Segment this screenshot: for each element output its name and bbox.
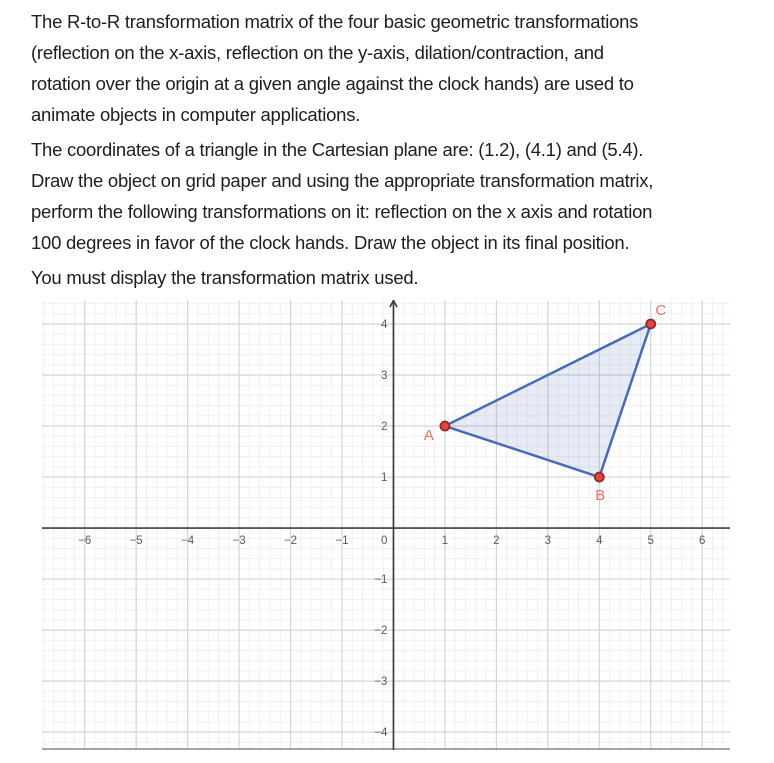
y-tick-label: −3 xyxy=(374,676,388,689)
x-tick-label: 3 xyxy=(544,535,552,548)
problem-paragraph-1 xyxy=(31,6,653,130)
vertex-label-B: B xyxy=(595,487,606,505)
problem-paragraph-2 xyxy=(31,134,653,258)
problem-line: rotation over the origin at a given angle against the clock hands) are used to xyxy=(31,73,634,94)
vertex-label-C: C xyxy=(655,301,667,319)
vertex-point-B xyxy=(595,473,604,482)
y-tick-label: 4 xyxy=(381,318,388,331)
y-tick-label: 1 xyxy=(381,472,388,485)
vertex-point-A xyxy=(440,422,449,431)
x-tick-label: −1 xyxy=(335,535,349,548)
problem-paragraph-3 xyxy=(31,262,653,293)
problem-line: perform the following transformations on it: reflection on the x axis and rotation xyxy=(31,201,653,222)
problem-line: 100 degrees in favor of the clock hands. Draw the object in its final position. xyxy=(31,232,630,253)
x-tick-label: 2 xyxy=(493,535,500,548)
y-tick-label: 3 xyxy=(381,370,388,382)
problem-line: You must display the transformation matrix used. xyxy=(31,267,419,288)
x-tick-label: 5 xyxy=(647,535,654,548)
x-tick-label: 1 xyxy=(441,535,449,548)
x-tick-label: 4 xyxy=(596,535,603,548)
coordinate-plane-figure xyxy=(42,300,730,750)
vertex-point-C xyxy=(646,319,655,328)
x-tick-label: −4 xyxy=(181,535,195,548)
problem-line: The R-to-R transformation matrix of the four basic geometric transformations xyxy=(31,11,639,32)
y-tick-label: −1 xyxy=(374,574,388,587)
x-tick-label: −6 xyxy=(78,535,92,548)
problem-line: (reflection on the x-axis, reflection on the y-axis, dilation/contraction, and xyxy=(31,42,604,63)
x-tick-label: −2 xyxy=(283,535,298,548)
problem-statement xyxy=(31,6,653,297)
x-tick-label: −5 xyxy=(129,535,143,548)
problem-line: Draw the object on grid paper and using the appropriate transformation matrix, xyxy=(31,170,654,191)
y-tick-label: −4 xyxy=(374,727,388,740)
x-tick-label: 6 xyxy=(699,535,706,548)
problem-line: animate objects in computer applications. xyxy=(31,104,361,125)
triangle-plot xyxy=(42,300,730,750)
vertex-label-A: A xyxy=(423,427,434,445)
y-tick-label: −2 xyxy=(374,625,388,638)
x-tick-label-0: 0 xyxy=(381,535,388,548)
y-tick-label: 2 xyxy=(381,421,388,434)
x-tick-label: −3 xyxy=(232,535,246,548)
problem-line: The coordinates of a triangle in the Cartesian plane are: (1.2), (4.1) and (5.4). xyxy=(31,139,644,160)
